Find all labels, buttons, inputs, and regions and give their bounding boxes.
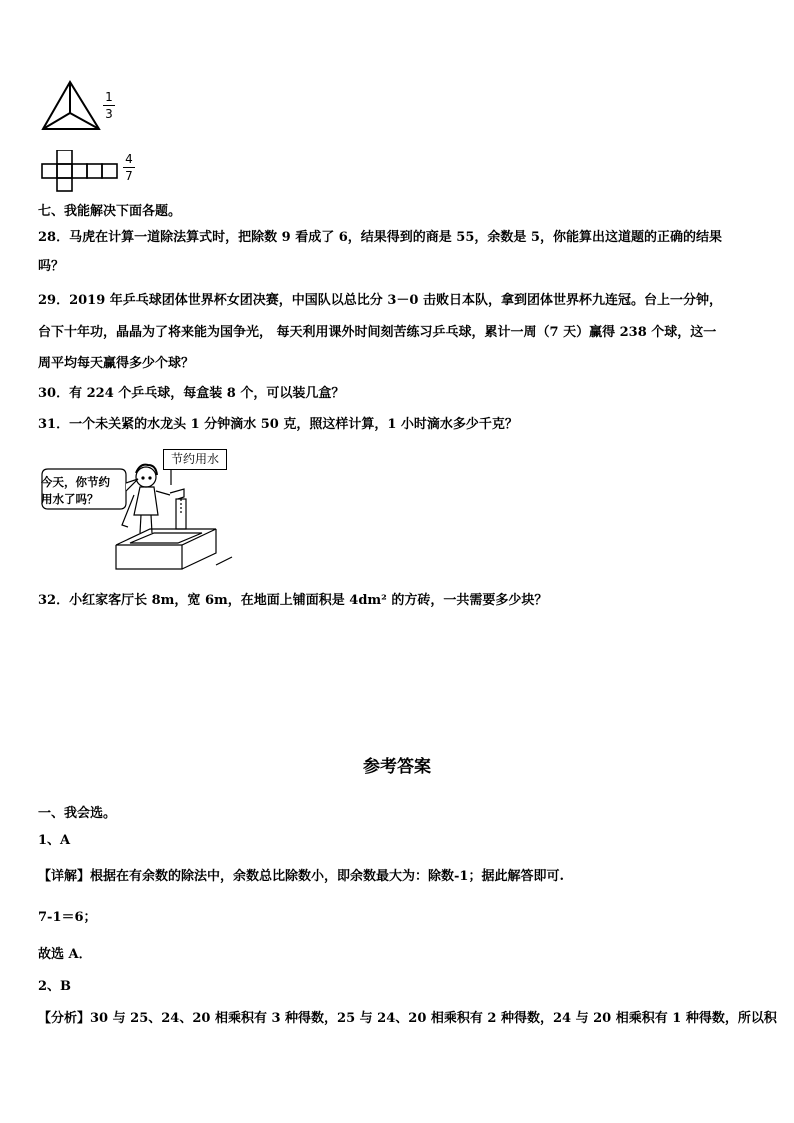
net-fraction-numerator: 4 <box>125 152 133 166</box>
answer-2-label: 2、B <box>38 979 72 994</box>
question-30: 30．有 224 个乒乓球，每盒装 8 个，可以装几盒？ <box>38 386 345 401</box>
question-29-line-3: 周平均每天赢得多少个球？ <box>38 356 195 371</box>
section-7-heading: 七、我能解决下面各题。 <box>38 204 182 219</box>
triangle-fraction-numerator: 1 <box>105 90 113 104</box>
speech-bubble-line-1: 今天，你节约 <box>41 475 110 489</box>
speech-bubble-line-2: 用水了吗？ <box>41 492 99 506</box>
speech-bubble-text <box>41 474 125 508</box>
question-32: 32．小红家客厅长 8m，宽 6m，在地面上铺面积是 4dm² 的方砖，一共需要多少块？ <box>38 593 548 608</box>
answer-1-calculation: 7-1＝6； <box>38 910 97 925</box>
net-fraction <box>123 152 135 183</box>
question-31: 31．一个未关紧的水龙头 1 分钟滴水 50 克，照这样计算，1 小时滴水多少千克？ <box>38 417 518 432</box>
question-28-line-1: 28．马虎在计算一道除法算式时，把除数 9 看成了 6，结果得到的商是 55，余数是 5，你能算出这道题的正确的结果 <box>38 230 722 245</box>
answer-1-detail: 【详解】根据在有余数的除法中，余数总比除数小，即余数最大为：除数-1；据此解答即可. <box>38 869 564 884</box>
question-29-line-2: 台下十年功，晶晶为了将来能为国争光， 每天利用课外时间刻苦练习乒乓球，累计一周（7 天）赢得 238 个球，这一 <box>38 325 717 340</box>
cube-net-figure <box>40 150 122 192</box>
triangle-fraction <box>103 90 115 121</box>
answer-1-label: 1、A <box>38 833 71 848</box>
answers-title: 参考答案 <box>363 757 431 777</box>
triangle-fraction-denominator: 3 <box>105 107 113 121</box>
question-28-line-2: 吗？ <box>38 259 65 274</box>
pyramid-figure <box>40 80 102 132</box>
question-29-line-1: 29．2019 年乒乓球团体世界杯女团决赛，中国队以总比分 3－0 击败日本队，拿到团体世界杯九连冠。台上一分钟， <box>38 293 722 308</box>
answers-section-1: 一、我会选。 <box>38 806 117 821</box>
answer-2-analysis: 【分析】30 与 25、24、20 相乘积有 3 种得数，25 与 24、20 相乘积有 2 种得数，24 与 20 相乘积有 1 种得数，所以积 <box>38 1011 777 1026</box>
answer-1-choice: 故选 A． <box>38 947 92 962</box>
save-water-sign: 节约用水 <box>163 449 227 470</box>
net-fraction-denominator: 7 <box>125 169 133 183</box>
